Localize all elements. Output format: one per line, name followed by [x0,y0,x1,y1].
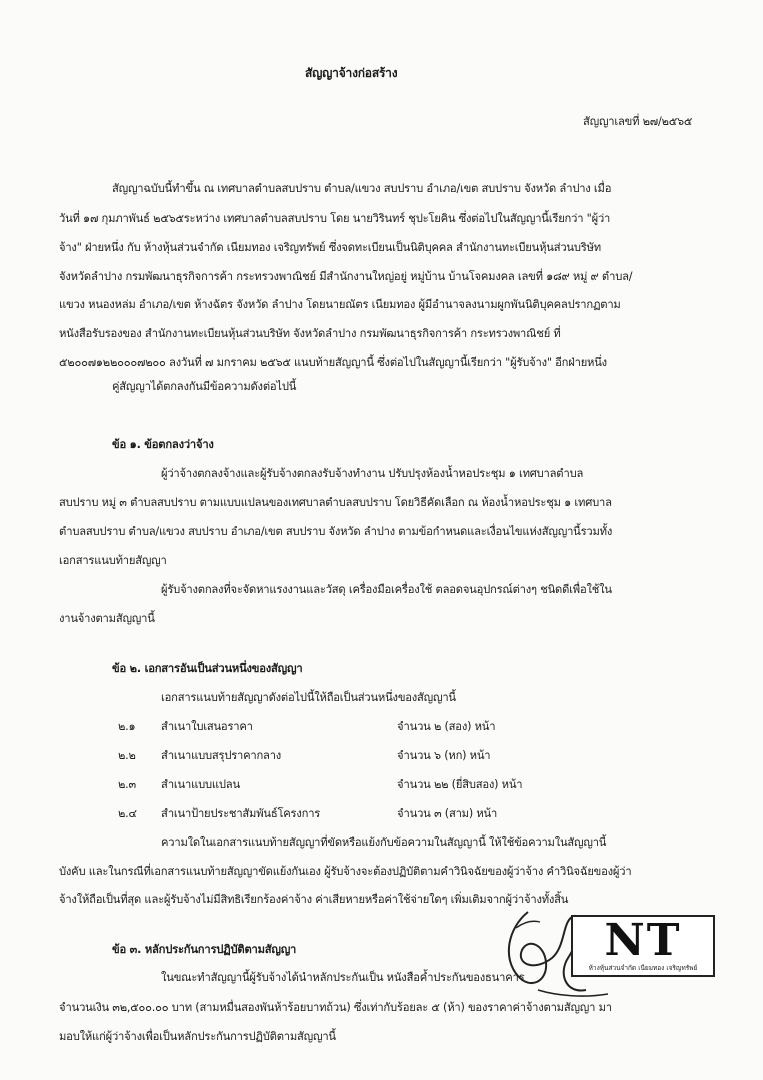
attachment-pages: จำนวน ๒ (สอง) หน้า [397,720,496,733]
attachment-name: สำเนาป้ายประชาสัมพันธ์โครงการ [161,807,321,820]
attachment-number: ๒.๓ [118,778,136,791]
attachment-number: ๒.๔ [118,807,137,820]
stamp-logo-text: NT [604,915,682,966]
attachment-name: สำเนาใบเสนอราคา [161,720,253,733]
clause-1-line: สบปราบ หมู่ ๓ ตำบลสบปราบ ตามแบบแปลนของเทศบาลตำบลสบปราบ โดยวิธีคัดเลือก ณ ห้องน้ำหอประชุม ๑ เทศบาล [59,496,612,509]
document-title: สัญญาจ้างก่อสร้าง [305,66,398,80]
clause-1-line: เอกสารแนบท้ายสัญญา [59,554,167,567]
intro-line: จ้าง" ฝ่ายหนึ่ง กับ ห้างหุ้นส่วนจำกัด เนียมทอง เจริญทรัพย์ ซึ่งจดทะเบียนเป็นนิติบุคคล สำนักงานทะเบียนหุ้นส่วนบริษัท [59,241,601,254]
attachment-name: สำเนาแบบแปลน [161,778,240,791]
intro-line: สัญญาฉบับนี้ทำขึ้น ณ เทศบาลตำบลสบปราบ ตำบล/แขวง สบปราบ อำเภอ/เขต สบปราบ จังหวัด ลำปาง เมื่อ [112,182,612,195]
clause-2-line: จ้างให้ถือเป็นที่สุด และผู้รับจ้างไม่มีสิทธิเรียกร้องค่าจ้าง ค่าเสียหายหรือค่าใช้จ่ายใดๆ เพิ่มเติมจากผู้ว่าจ้างทั้งสิ้น [59,893,569,906]
clause-2-intro: เอกสารแนบท้ายสัญญาดังต่อไปนี้ให้ถือเป็นส่วนหนึ่งของสัญญานี้ [161,691,456,704]
clause-1-heading: ข้อ ๑. ข้อตกลงว่าจ้าง [112,438,214,451]
stamp-company-name: ห้างหุ้นส่วนจำกัด เนียมทอง เจริญทรัพย์ [588,964,698,972]
company-stamp [571,915,715,977]
clause-1-line: ตำบลสบปราบ ตำบล/แขวง สบปราบ อำเภอ/เขต สบปราบ จังหวัด ลำปาง ตามข้อกำหนดและเงื่อนไขแห่งสัญญานี้รวมทั้ง [59,525,613,538]
clause-3-line: มอบให้แก่ผู้ว่าจ้างเพื่อเป็นหลักประกันการปฏิบัติตามสัญญานี้ [59,1030,336,1043]
intro-line: หนังสือรับรองของ สำนักงานทะเบียนหุ้นส่วนบริษัท จังหวัดลำปาง กรมพัฒนาธุรกิจการค้า กระทรวงพาณิชย์ ที่ [59,327,561,340]
clause-3-heading: ข้อ ๓. หลักประกันการปฏิบัติตามสัญญา [112,943,297,956]
intro-line: วันที่ ๑๗ กุมภาพันธ์ ๒๕๖๕ระหว่าง เทศบาลตำบลสบปราบ โดย นายวิรินทร์ ชุปะโยคิน ซึ่งต่อไปในสัญญานี้เรียกว่า "ผู้ว่า [59,212,611,225]
clause-2-line: บังคับ และในกรณีที่เอกสารแนบท้ายสัญญาขัดแย้งกันเอง ผู้รับจ้างจะต้องปฏิบัติตามคำวินิจฉัยของผู้ว่าจ้าง คำวินิจฉัยของผู้ว่า [59,865,632,878]
intro-line: แขวง หนองหล่ม อำเภอ/เขต ห้างฉัตร จังหวัด ลำปาง โดยนายณัตร เนียมทอง ผู้มีอำนาจลงนามผูกพันนิติบุคคลปรากฏตาม [59,298,621,311]
attachment-name: สำเนาแบบสรุปราคากลาง [161,749,282,762]
clause-3-line: จำนวนเงิน ๓๒,๕๐๐.๐๐ บาท (สามหมื่นสองพันห้าร้อยบาทถ้วน) ซึ่งเท่ากับร้อยละ ๕ (ห้า) ของราคาค่าจ้างตามสัญญา มา [59,1001,612,1014]
attachment-pages: จำนวน ๖ (หก) หน้า [397,749,491,762]
intro-line: ๕๒๐๐๗๑๒๒๐๐๐๗๒๐๐ ลงวันที่ ๗ มกราคม ๒๕๖๕ แนบท้ายสัญญานี้ ซึ่งต่อไปในสัญญานี้เรียกว่า "ผู้รับจ้าง" อีกฝ่ายหนึ่ง [59,356,607,369]
clause-1-line: ผู้ว่าจ้างตกลงจ้างและผู้รับจ้างตกลงรับจ้างทำงาน ปรับปรุงห้องน้ำหอประชุม ๑ เทศบาลตำบล [161,467,584,480]
intro-line: คู่สัญญาได้ตกลงกันมีข้อความดังต่อไปนี้ [112,380,297,393]
clause-2-line: ความใดในเอกสารแนบท้ายสัญญาที่ขัดหรือแย้งกับข้อความในสัญญานี้ ให้ใช้ข้อความในสัญญานี้ [161,836,607,849]
attachment-pages: จำนวน ๒๒ (ยี่สิบสอง) หน้า [397,778,523,791]
clause-1-line: ผู้รับจ้างตกลงที่จะจัดหาแรงงานและวัสดุ เครื่องมือเครื่องใช้ ตลอดจนอุปกรณ์ต่างๆ ชนิดดีเพื่อใช้ใน [161,583,612,596]
attachment-number: ๒.๑ [118,720,136,733]
intro-line: จังหวัดลำปาง กรมพัฒนาธุรกิจการค้า กระทรวงพาณิชย์ มีสำนักงานใหญ่อยู่ หมู่บ้าน บ้านโจคมงคล เลขที่ ๑๘๙ หมู่ ๙ ตำบล/ [59,270,633,283]
clause-2-heading: ข้อ ๒. เอกสารอันเป็นส่วนหนึ่งของสัญญา [112,662,303,675]
attachment-pages: จำนวน ๓ (สาม) หน้า [397,807,498,820]
clause-1-line: งานจ้างตามสัญญานี้ [59,612,155,625]
contract-number: สัญญาเลขที่ ๒๗/๒๕๖๕ [583,115,693,128]
clause-3-line: ในขณะทำสัญญานี้ผู้รับจ้างได้นำหลักประกันเป็น หนังสือค้ำประกันของธนาคาร [161,971,525,984]
attachment-number: ๒.๒ [118,749,136,762]
